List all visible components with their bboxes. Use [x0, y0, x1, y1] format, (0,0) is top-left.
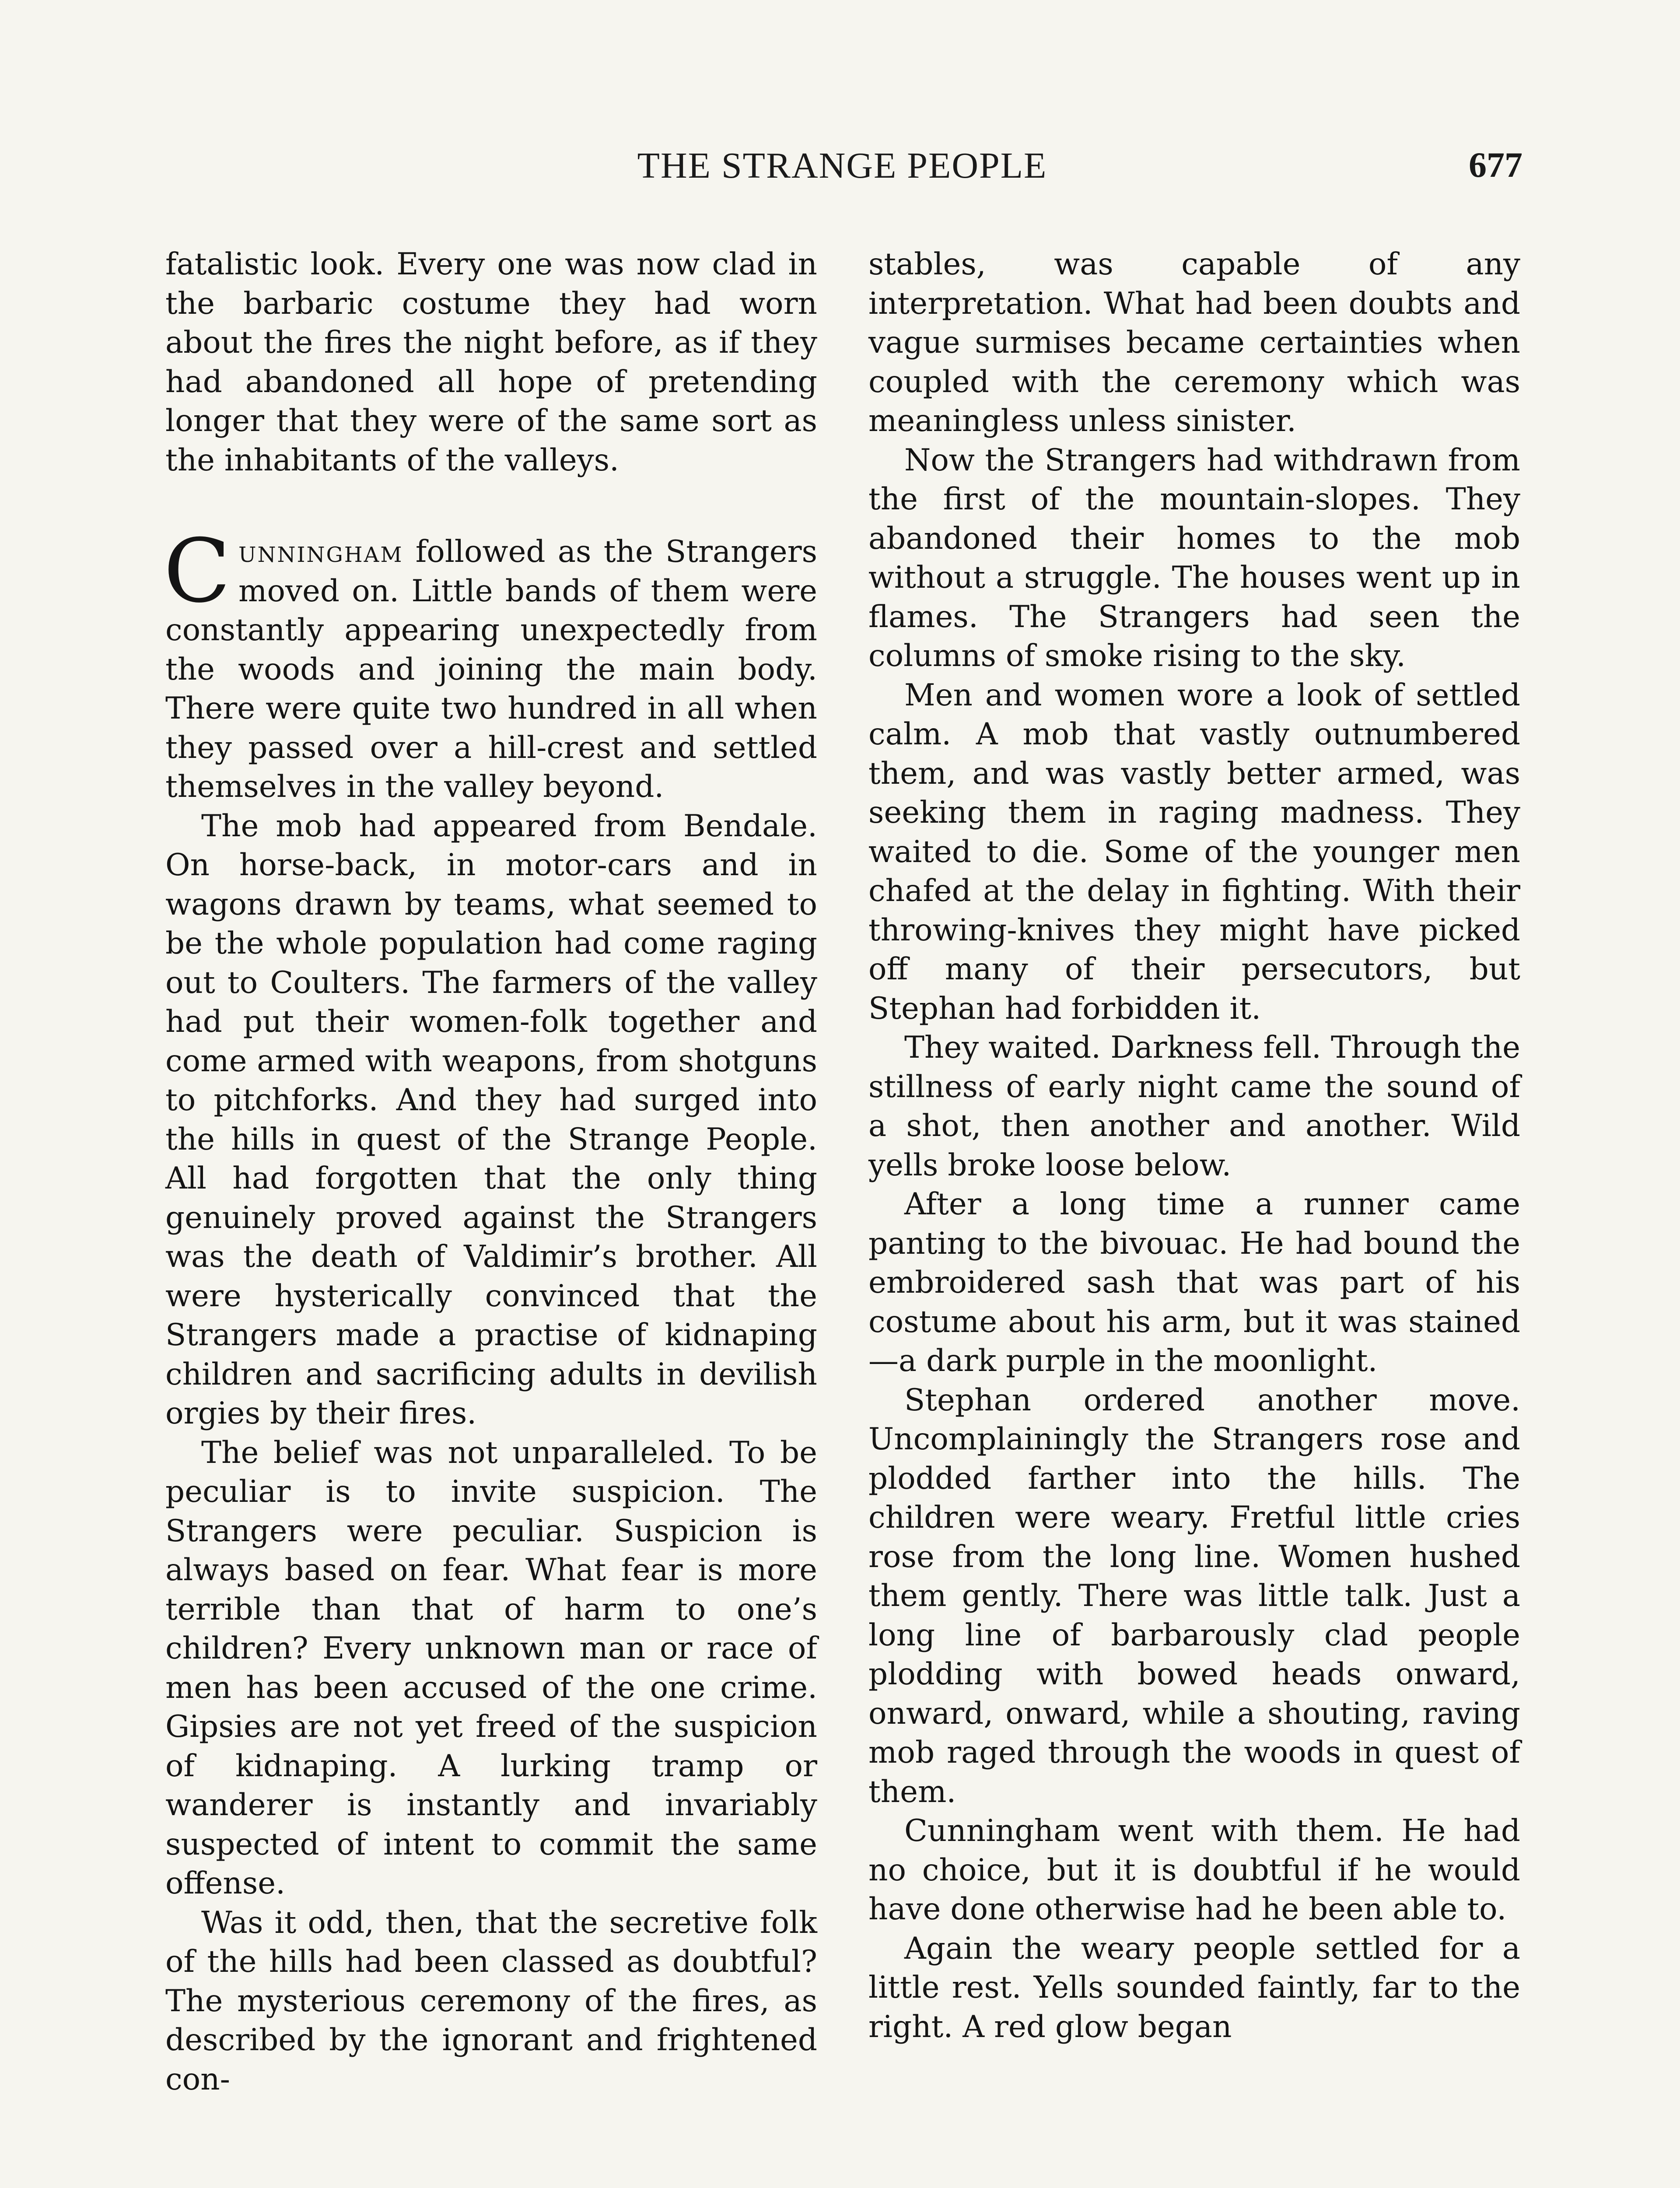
right-column	[868, 245, 1520, 2047]
paragraph: Was it odd, then, that the secretive folk of the hills had been classed as doubtful? The mysterious ceremony of the fires, as described by the ignorant and frightened con-	[165, 1905, 817, 2097]
paragraph: stables, was capable of any interpretation. What had been doubts and vague surmises became certainties when coupled with the ceremony which was meaningless unless sinister.	[868, 247, 1520, 438]
drop-cap: C	[164, 520, 231, 622]
paragraph: Cunningham went with them. He had no choice, but it is doubtful if he would have done otherwise had he been able to.	[868, 1813, 1520, 1927]
left-column	[165, 245, 817, 2099]
paragraph: Now the Strangers had withdrawn from the first of the mountain-slopes. They abandoned their homes to the mob without a struggle. The houses went up in flames. The Strangers had seen the columns of smoke rising to the sky.	[868, 442, 1520, 673]
paragraph: Stephan ordered another move. Uncomplainingly the Strangers rose and plodded farther into the hills. The children were weary. Fretful little cries rose from the long line. Women hushed them gently. There was little talk. Just a long line of barbarously clad people plodding with bowed heads onward, onward, onward, while a shouting, raving mob raged through the woods in quest of them.	[868, 1382, 1520, 1809]
paragraph: Again the weary people settled for a little rest. Yells sounded faintly, far to the right. A red glow began	[868, 1931, 1520, 2044]
paragraph-text: followed as the Strangers moved on. Little bands of them were constantly appearing unexpectedly from the woods and joining the main body. There were quite two hundred in all when they passed over a hill-crest and settled themselves in the valley beyond.	[165, 534, 817, 804]
small-caps-name: unningham	[238, 534, 403, 569]
paragraph: The belief was not unparalleled. To be peculiar is to invite suspicion. The Strangers were peculiar. Suspicion is always based on fear. What fear is more terrible than that of harm to one’s children? Every unknown man or race of men has been accused of the one crime. Gipsies are not yet freed of the suspicion of kidnaping. A lurking tramp or wanderer is instantly and invariably suspected of intent to commit the same offense.	[165, 1435, 817, 1901]
page-number: 677	[1469, 145, 1522, 185]
running-title: THE STRANGE PEOPLE	[637, 145, 1047, 186]
paragraph: Men and women wore a look of settled calm. A mob that vastly outnumbered them, and was vastly better armed, was seeking them in raging madness. They waited to die. Some of the younger men chafed at the delay in fighting. With their throwing-knives they might have picked off many of their persecutors, but Stephan had forbidden it.	[868, 677, 1520, 1026]
paragraph: The mob had appeared from Bendale. On horse-back, in motor-cars and in wagons drawn by teams, what seemed to be the whole population had come raging out to Coulters. The farmers of the valley had put their women-folk together and come armed with weapons, from shotguns to pitchforks. And they had surged into the hills in quest of the Strange People. All had forgotten that the only thing genuinely proved against the Strangers was the death of Valdimir’s brother. All were hysterically convinced that the Strangers made a practise of kidnaping children and sacrificing adults in devilish orgies by their fires.	[165, 808, 817, 1431]
section-start-paragraph	[164, 520, 817, 807]
paragraph: fatalistic look. Every one was now clad in the barbaric costume they had worn about the fires the night before, as if they had abandoned all hope of pretending longer that they were of the same sort as the inhabitants of the valleys.	[165, 247, 817, 478]
paragraph: They waited. Darkness fell. Through the stillness of early night came the sound of a shot, then another and another. Wild yells broke loose below.	[868, 1030, 1520, 1183]
paragraph: After a long time a runner came panting to the bivouac. He had bound the embroidered sash that was part of his costume about his arm, but it was stained—a dark purple in the moonlight.	[868, 1187, 1520, 1378]
page-header	[162, 144, 1522, 197]
